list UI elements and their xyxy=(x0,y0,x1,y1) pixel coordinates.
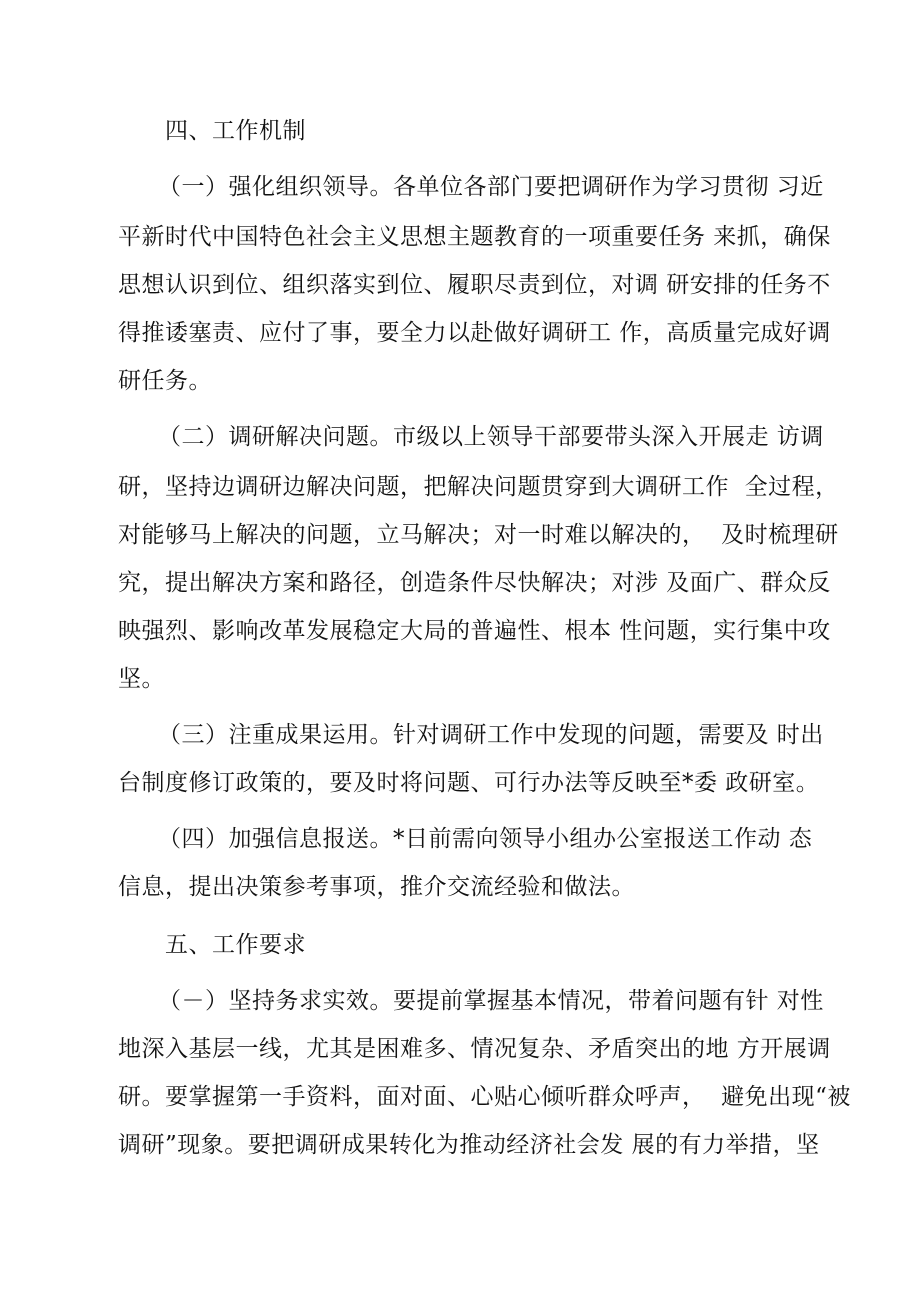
paragraph-line: 究，提出解决方案和路径，创造条件尽快解决；对涉 及面广、群众反 xyxy=(118,570,831,596)
paragraph-line: 地深入基层一线，尤其是困难多、情况复杂、矛盾突出的地 方开展调 xyxy=(118,1036,831,1062)
paragraph-line: （四）加强信息报送。*日前需向领导小组办公室报送工作动 态 xyxy=(158,826,813,852)
paragraph-line: 映强烈、影响改革发展稳定大局的普遍性、根本 性问题，实行集中攻 xyxy=(118,618,831,644)
section-heading-4: 四、工作机制 xyxy=(165,118,306,144)
paragraph-line: 研。要掌握第一手资料，面对面、心贴心倾听群众呼声， 避免出现“被 xyxy=(118,1084,851,1110)
paragraph-line: （一）强化组织领导。各单位各部门要把调研作为学习贯彻 习近 xyxy=(158,174,824,200)
paragraph-line: 台制度修订政策的，要及时将问题、可行办法等反映至*委 政研室。 xyxy=(118,770,820,796)
paragraph-line: （－）坚持务求实效。要提前掌握基本情况，带着问题有针 对性 xyxy=(158,988,824,1014)
paragraph-line: 研，坚持边调研边解决问题，把解决问题贯穿到大调研工作 全过程， xyxy=(118,474,839,500)
paragraph-line: 得推诿塞责、应付了事，要全力以赴做好调研工 作，高质量完成好调 xyxy=(118,320,831,346)
paragraph-line: （二）调研解决问题。市级以上领导干部要带头深入开展走 访调 xyxy=(158,424,824,450)
paragraph-line: 调研”现象。要把调研成果转化为推动经济社会发 展的有力举措，坚 xyxy=(118,1132,820,1158)
paragraph-line: 坚。 xyxy=(118,666,165,692)
paragraph-line: 信息，提出决策参考事项，推介交流经验和做法。 xyxy=(118,874,635,900)
paragraph-line: 思想认识到位、组织落实到位、履职尽责到位，对调 研安排的任务不 xyxy=(118,272,831,298)
paragraph-line: （三）注重成果运用。针对调研工作中发现的问题，需要及 时出 xyxy=(158,722,824,748)
paragraph-line: 研任务。 xyxy=(118,368,212,394)
paragraph-line: 对能够马上解决的问题，立马解决；对一时难以解决的， 及时梳理研 xyxy=(118,522,839,548)
paragraph-line: 平新时代中国特色社会主义思想主题教育的一项重要任务 来抓，确保 xyxy=(118,224,831,250)
section-heading-5: 五、工作要求 xyxy=(165,932,306,958)
